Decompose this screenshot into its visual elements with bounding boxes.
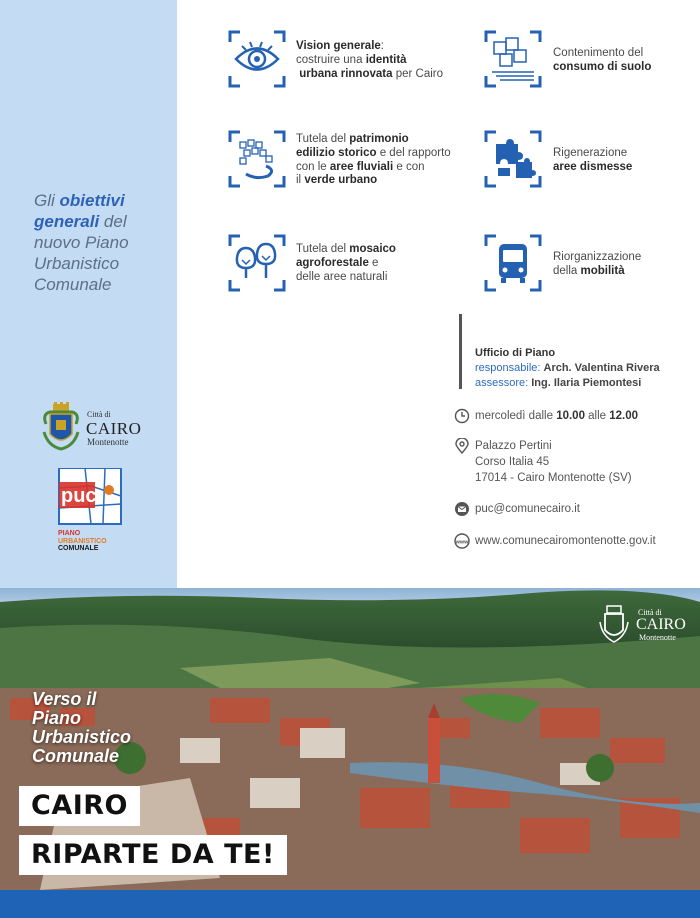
objective-vision: Vision generale: costruire una identità urbana rinnovata per Cairo	[296, 40, 444, 80]
office-title: Ufficio di Piano	[475, 347, 556, 359]
puzzle-icon	[484, 130, 542, 188]
slogan-riparte: RIPARTE DA TE!	[19, 835, 287, 875]
objective-patrimonio: Tutela del patrimonio edilizio storico e del rapporto con le aree fluviali e con il verde urbano	[296, 133, 451, 187]
clock-icon	[454, 408, 470, 424]
tagline: Gli obiettivi generali del nuovo Piano Urbanistico Comunale	[34, 191, 129, 294]
puc-logo-text: PIANO URBANISTICO COMUNALE	[58, 530, 107, 552]
objective-mobilita: Riorganizzazione della mobilità	[553, 251, 642, 277]
coat-of-arms-icon	[596, 604, 632, 644]
email-icon	[454, 501, 470, 517]
city-logo-small: Città di	[87, 410, 111, 419]
svg-text:www: www	[455, 539, 469, 546]
photo-city-logo	[596, 604, 686, 646]
objective-consumo-suolo: Contenimento del consumo di suolo	[553, 47, 652, 73]
office-responsabile: responsabile: Arch. Valentina Rivera	[475, 362, 660, 374]
city-logo-name: CAIRO	[86, 419, 142, 438]
web-icon	[454, 533, 470, 549]
sidebar	[0, 0, 177, 588]
photo-logo-name: CAIRO	[636, 616, 686, 633]
headline-verso: Verso il Piano Urbanistico Comunale	[32, 689, 132, 766]
objective-mosaico: Tutela del mosaico agroforestale e delle aree naturali	[296, 243, 396, 283]
slogan-cairo: CAIRO	[19, 786, 140, 826]
eye-icon	[228, 30, 286, 88]
trees-icon	[228, 234, 286, 292]
city-logo-sub: Montenotte	[87, 437, 129, 447]
office-assessore: assessore: Ing. Ilaria Piemontesi	[475, 377, 642, 389]
footer-bar	[0, 890, 700, 918]
coat-of-arms-icon	[40, 402, 82, 452]
heritage-icon	[228, 130, 286, 188]
location-pin-icon	[454, 438, 470, 454]
office-divider	[459, 314, 462, 389]
photo-logo-sub: Montenotte	[639, 633, 676, 642]
photo-logo-small: Città di	[638, 608, 662, 617]
office-block	[475, 346, 660, 391]
objective-aree-dismesse: Rigenerazione aree dismesse	[553, 147, 633, 173]
bus-icon	[484, 234, 542, 292]
puc-logo-mark: puc	[61, 485, 97, 507]
blocks-icon	[484, 30, 542, 88]
city-logo	[40, 400, 140, 455]
